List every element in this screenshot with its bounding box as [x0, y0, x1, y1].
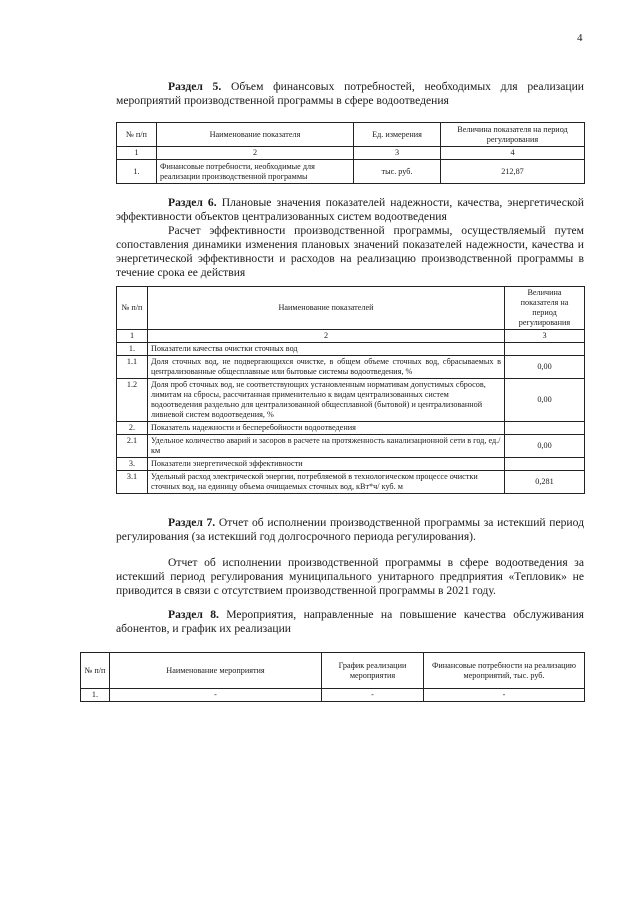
col-header-name: Наименование мероприятия [110, 653, 322, 689]
section7-text: Отчет об исполнении производственной программы за истекший период регулирования (за истекший год долгосрочного периода регулирования). [116, 516, 585, 543]
col-number: 3 [354, 147, 441, 160]
row-num: 1.1 [117, 356, 148, 379]
row-name: Показатель надежности и бесперебойности водоотведения [148, 422, 505, 435]
table-row [117, 356, 585, 379]
row-name: Удельный расход электрической энергии, потребляемой в технологическом процессе очистки сточных вод, на единицу объема очищаемых сточных вод, кВт*ч/ куб. м [148, 471, 505, 494]
row-name: Показатели качества очистки сточных вод [148, 343, 505, 356]
section8-label: Раздел 8. [168, 608, 219, 621]
col-header-num: № п/п [117, 287, 148, 330]
section7-heading [116, 516, 584, 544]
col-number: 2 [148, 330, 505, 343]
row-name: Доля проб сточных вод, не соответствующих установленным нормативам допустимых сбросов, лимитам на сбросы, рассчитанная применительно к видам централизованных систем водоотведения раздельно для централизованной общесплавной (бытовой) и централизованной ливневой систем водоотведения, % [148, 379, 505, 422]
col-header-unit: Ед. измерения [354, 123, 441, 147]
table-row [117, 471, 585, 494]
row-num: 2. [117, 422, 148, 435]
table-number-row [117, 147, 585, 160]
row-num: 1.2 [117, 379, 148, 422]
row-num: 1. [117, 343, 148, 356]
section7-paragraph: Отчет об исполнении производственной программы в сфере водоотведения за истекший период регулирования муниципального унитарного предприятия «Тепловик» не приводится в связи с отсутствием производственной программы в 2021 году. [116, 556, 584, 597]
row-num: 1. [117, 160, 157, 184]
table-row [117, 379, 585, 422]
row-finance: - [424, 689, 585, 702]
col-header-num: № п/п [117, 123, 157, 147]
col-number: 2 [157, 147, 354, 160]
row-name: Удельное количество аварий и засоров в расчете на протяженность канализационной сети в год, ед./ км [148, 435, 505, 458]
col-header-value: Величина показателя на период регулирования [441, 123, 585, 147]
row-value [505, 458, 585, 471]
table-row [81, 689, 585, 702]
section8-table [80, 652, 585, 702]
row-num: 2.1 [117, 435, 148, 458]
col-number: 1 [117, 330, 148, 343]
section5-label: Раздел 5. [168, 80, 222, 93]
page-number: 4 [577, 32, 583, 44]
section6-heading [116, 196, 584, 224]
section5-text: Объем финансовых потребностей, необходимых для реализации мероприятий производственной программы в сфере водоотведения [116, 80, 584, 107]
section6-table [116, 286, 585, 494]
section6-text: Плановые значения показателей надежности, качества, энергетической эффективности объектов централизованных систем водоотведения [116, 196, 584, 223]
row-value: 0,00 [505, 435, 585, 458]
table-header-row [117, 123, 585, 147]
col-header-schedule: График реализации мероприятия [322, 653, 424, 689]
col-number: 1 [117, 147, 157, 160]
table-row [117, 422, 585, 435]
table-row [117, 458, 585, 471]
section8-heading [116, 608, 584, 636]
row-value: 212,87 [441, 160, 585, 184]
row-value [505, 422, 585, 435]
row-value: 0,281 [505, 471, 585, 494]
table-header-row [117, 287, 585, 330]
col-header-finance: Финансовые потребности на реализацию мероприятий, тыс. руб. [424, 653, 585, 689]
row-unit: тыс. руб. [354, 160, 441, 184]
row-name: Финансовые потребности, необходимые для реализации производственной программы [157, 160, 354, 184]
col-header-name: Наименование показателя [157, 123, 354, 147]
table-number-row [117, 330, 585, 343]
row-name: Доля сточных вод, не подвергающихся очистке, в общем объеме сточных вод, сбрасываемых в централизованные общесплавные или бытовые системы водоотведения, % [148, 356, 505, 379]
table-row [117, 343, 585, 356]
col-header-value: Величина показателя на период регулирования [505, 287, 585, 330]
table-row [117, 160, 585, 184]
row-value: 0,00 [505, 379, 585, 422]
row-name: Показатели энергетической эффективности [148, 458, 505, 471]
section6-label: Раздел 6. [168, 196, 217, 209]
col-header-num: № п/п [81, 653, 110, 689]
section8-text: Мероприятия, направленные на повышение качества обслуживания абонентов, и график их реализации [116, 608, 584, 635]
col-number: 4 [441, 147, 585, 160]
section6-paragraph: Расчет эффективности производственной программы, осуществляемый путем сопоставления динамики изменения плановых значений показателей надежности, качества и энергетической эффективности и расходов на реализацию производственной программы в течение срока ее действия [116, 224, 584, 279]
table-header-row [81, 653, 585, 689]
row-num: 1. [81, 689, 110, 702]
table-row [117, 435, 585, 458]
row-value: 0,00 [505, 356, 585, 379]
col-number: 3 [505, 330, 585, 343]
col-header-name: Наименование показателей [148, 287, 505, 330]
row-name: - [110, 689, 322, 702]
section5-heading [116, 80, 584, 108]
row-num: 3. [117, 458, 148, 471]
section5-table [116, 122, 585, 184]
row-num: 3.1 [117, 471, 148, 494]
row-value [505, 343, 585, 356]
row-schedule: - [322, 689, 424, 702]
section7-label: Раздел 7. [168, 516, 216, 529]
